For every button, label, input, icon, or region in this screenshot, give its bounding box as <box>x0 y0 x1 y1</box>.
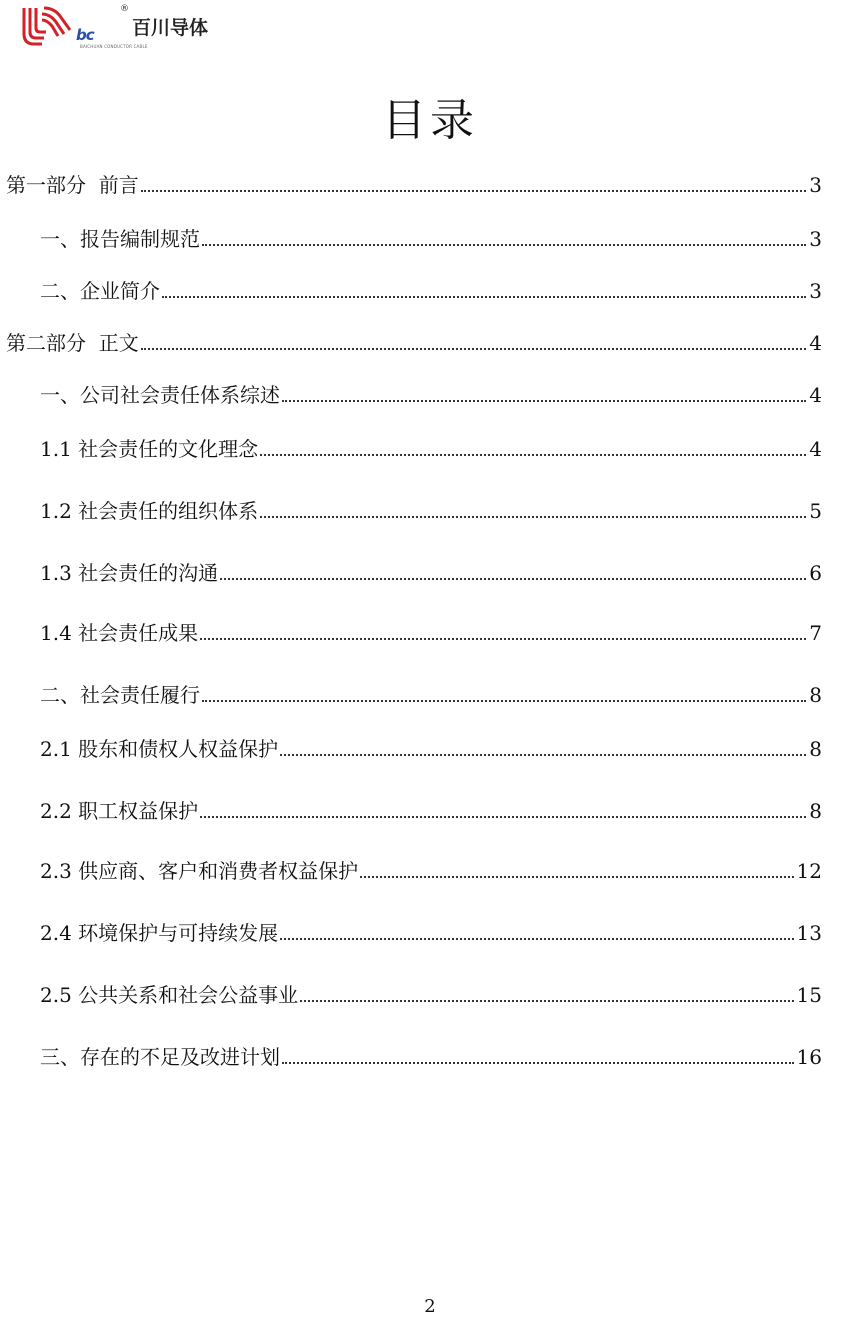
toc-entry-label: 第一部分 前言 <box>6 173 139 197</box>
toc-entry-label: 二、社会责任履行 <box>40 683 200 707</box>
toc-entry-page: 8 <box>809 737 822 761</box>
toc-dot-leader <box>200 815 806 818</box>
toc-entry-label: 2.4 环境保护与可持续发展 <box>40 921 279 945</box>
toc-entry-page: 4 <box>809 437 822 461</box>
toc-entry[interactable] <box>0 274 860 304</box>
toc-dot-leader <box>220 577 806 580</box>
toc-entry-label: 2.2 职工权益保护 <box>40 799 199 823</box>
toc-entry-page: 5 <box>809 499 822 523</box>
toc-entry-page: 4 <box>809 331 822 355</box>
toc-entry-label: 2.1 股东和债权人权益保护 <box>40 737 279 761</box>
toc-entry-page: 3 <box>809 173 822 197</box>
logo-letters: bc <box>76 26 94 44</box>
toc-entry-label: 2.5 公共关系和社会公益事业 <box>40 983 299 1007</box>
toc-entry[interactable] <box>0 556 860 586</box>
page-number: 2 <box>424 1296 436 1317</box>
toc-entry-page: 13 <box>796 921 822 945</box>
toc-entry-label: 2.3 供应商、客户和消费者权益保护 <box>40 859 359 883</box>
toc-entry[interactable] <box>0 222 860 252</box>
toc-entry[interactable] <box>0 732 860 762</box>
toc-entry-label: 二、企业简介 <box>40 279 160 303</box>
toc-entry-label: 一、公司社会责任体系综述 <box>40 383 280 407</box>
toc-dot-leader <box>260 515 806 518</box>
toc-dot-leader <box>282 1061 794 1064</box>
toc-entry-page: 3 <box>809 279 822 303</box>
registered-mark: ® <box>120 4 129 14</box>
toc-entry[interactable] <box>0 326 860 356</box>
toc-entry[interactable] <box>0 794 860 824</box>
toc-entry[interactable] <box>0 1040 860 1070</box>
toc-entry-page: 3 <box>809 227 822 251</box>
toc-entry-label: 1.1 社会责任的文化理念 <box>40 437 259 461</box>
toc-entry-page: 7 <box>809 621 822 645</box>
company-logo-icon <box>20 4 76 48</box>
toc-entry-label: 第二部分 正文 <box>6 331 139 355</box>
header <box>20 4 209 49</box>
toc-dot-leader <box>141 189 807 192</box>
toc-dot-leader <box>282 399 806 402</box>
toc-dot-leader <box>360 875 793 878</box>
toc-entry-label: 1.4 社会责任成果 <box>40 621 199 645</box>
toc-entry-page: 12 <box>796 859 822 883</box>
toc-entry[interactable] <box>0 494 860 524</box>
toc-entry-label: 1.2 社会责任的组织体系 <box>40 499 259 523</box>
toc-dot-leader <box>280 753 806 756</box>
toc-entry-page: 15 <box>796 983 822 1007</box>
toc-entry-label: 一、报告编制规范 <box>40 227 200 251</box>
toc-dot-leader <box>141 347 807 350</box>
toc-dot-leader <box>162 295 806 298</box>
toc-entry-page: 8 <box>809 683 822 707</box>
toc-entry[interactable] <box>0 616 860 646</box>
toc-entry-label: 1.3 社会责任的沟通 <box>40 561 219 585</box>
toc-dot-leader <box>280 937 793 940</box>
logo-subtext: BAICHUAN CONDUCTOR CABLE <box>80 44 148 49</box>
brand-name: 百川导体 <box>132 17 209 39</box>
toc-entry[interactable] <box>0 678 860 708</box>
toc-entry-page: 8 <box>809 799 822 823</box>
toc-dot-leader <box>202 243 806 246</box>
toc-dot-leader <box>200 637 806 640</box>
toc-entry[interactable] <box>0 978 860 1008</box>
toc-entry[interactable] <box>0 168 860 198</box>
toc-entry-page: 16 <box>796 1045 822 1069</box>
toc-entry[interactable] <box>0 432 860 462</box>
toc-dot-leader <box>300 999 793 1002</box>
toc-entry[interactable] <box>0 916 860 946</box>
toc-entry-page: 6 <box>809 561 822 585</box>
toc-dot-leader <box>260 453 806 456</box>
toc-entry-page: 4 <box>809 383 822 407</box>
toc-entry[interactable] <box>0 378 860 408</box>
toc-entry[interactable] <box>0 854 860 884</box>
toc-entry-label: 三、存在的不足及改进计划 <box>40 1045 280 1069</box>
toc-dot-leader <box>202 699 806 702</box>
page-title: 目录 <box>382 95 478 146</box>
